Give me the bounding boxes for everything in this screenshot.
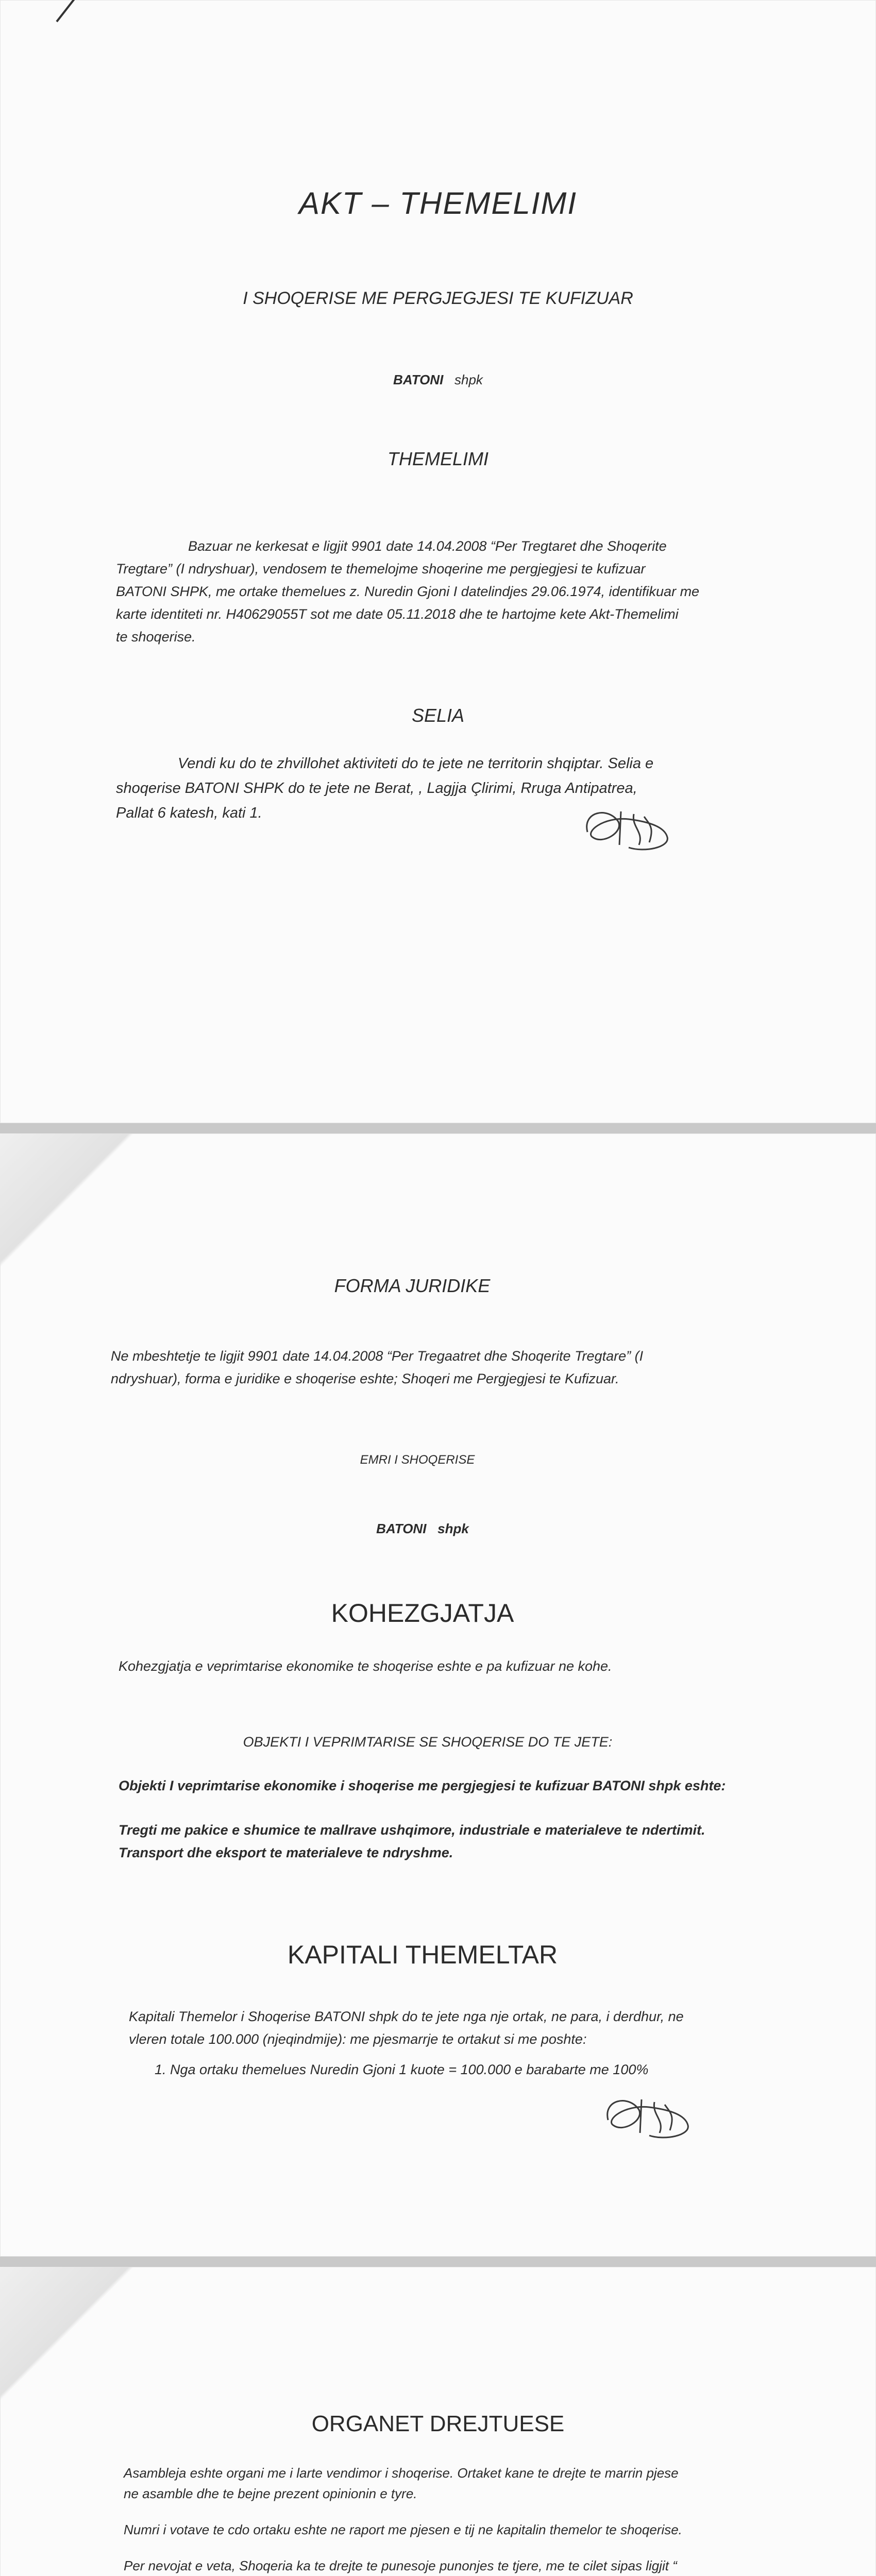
- document-page-2: [0, 1133, 876, 2257]
- heading-themelimi: THEMELIMI: [387, 448, 488, 469]
- company-type: shpk: [454, 372, 483, 387]
- company-name: BATONI: [393, 372, 444, 387]
- themelimi-paragraph: [116, 535, 765, 648]
- text-line: karte identiteti nr. H40629055T sot me date 05.11.2018 dhe te hartojme kete Akt-Themelimi: [116, 606, 679, 622]
- heading-kapitali: KAPITALI THEMELTAR: [287, 1940, 558, 1969]
- text-line: Asambleja eshte organi me i larte vendimor i shoqerise. Ortaket kane te drejte te marrin pjese: [124, 2465, 679, 2481]
- kapitali-paragraph: [129, 2005, 773, 2050]
- paragraph: [124, 2519, 763, 2540]
- document-page-3: [0, 2267, 876, 2576]
- page-curl: [0, 2267, 134, 2401]
- page-curl: [0, 1133, 134, 1267]
- text-line: Vendi ku do te zhvillohet aktiviteti do te jete ne territorin shqiptar. Selia e: [178, 755, 654, 772]
- text-line: Pallat 6 katesh, kati 1.: [116, 805, 262, 821]
- document-subtitle: I SHOQERISE ME PERGJEGJESI TE KUFIZUAR: [243, 289, 633, 308]
- text-line: Transport dhe eksport te materialeve te ndryshme.: [119, 1845, 453, 1860]
- heading-selia: SELIA: [411, 705, 465, 726]
- kohezgjatja-text: Kohezgjatja e veprimtarise ekonomike te shoqerise eshte e pa kufizuar ne kohe.: [119, 1658, 612, 1674]
- forma-paragraph: [111, 1345, 770, 1390]
- heading-forma-juridike: FORMA JURIDIKE: [334, 1275, 491, 1296]
- kapitali-item: 1. Nga ortaku themelues Nuredin Gjoni 1 kuote = 100.000 e barabarte me 100%: [155, 2062, 649, 2077]
- paragraph: [124, 2555, 763, 2576]
- pen-mark: [56, 0, 102, 22]
- organet-body: [124, 2463, 763, 2576]
- text-line: vleren totale 100.000 (njeqindmije): me pjesmarrje te ortakut si me poshte:: [129, 2031, 587, 2047]
- emri-line: [0, 1521, 861, 1537]
- text-line: Tregtare” (I ndryshuar), vendosem te themelojme shoqerine me pergjegjesi te kufizuar: [116, 561, 646, 577]
- objekti-list: [119, 1819, 768, 1864]
- heading-emri: EMRI I SHOQERISE: [360, 1453, 475, 1467]
- text-line: te shoqerise.: [116, 629, 196, 645]
- emri-value: BATONI: [376, 1521, 427, 1536]
- heading-objekti: OBJEKTI I VEPRIMTARISE SE SHOQERISE DO TE JETE:: [243, 1734, 613, 1750]
- signature: [572, 796, 680, 863]
- heading-kohezgjatja: KOHEZGJATJA: [331, 1599, 514, 1628]
- text-line: Per nevojat e veta, Shoqeria ka te drejte te punesoje punonjes te tjere, me te cilet sipas ligjit “: [124, 2558, 677, 2573]
- text-line: Kapitali Themelor i Shoqerise BATONI shpk do te jete nga nje ortak, ne para, i derdhur, ne: [129, 2009, 684, 2024]
- text-line: BATONI SHPK, me ortake themelues z. Nuredin Gjoni I datelindjes 29.06.1974, identifikuar me: [116, 584, 700, 599]
- paragraph: [124, 2463, 763, 2504]
- text-line: Objekti I veprimtarise ekonomike i shoqerise me pergjegjesi te kufizuar BATONI shpk eshte:: [119, 1778, 726, 1793]
- text-line: Ne mbeshtetje te ligjit 9901 date 14.04.2008 “Per Tregaatret dhe Shoqerite Tregtare” (I: [111, 1348, 644, 1364]
- signature: [593, 2084, 701, 2151]
- text-line: Bazuar ne kerkesat e ligjit 9901 date 14.04.2008 “Per Tregtaret dhe Shoqerite: [188, 538, 667, 554]
- text-line: Numri i votave te cdo ortaku eshte ne raport me pjesen e tij ne kapitalin themelor te shoqerise.: [124, 2522, 682, 2537]
- heading-organet: ORGANET DREJTUESE: [311, 2411, 565, 2436]
- text-line: ndryshuar), forma e juridike e shoqerise eshte; Shoqeri me Pergjegjesi te Kufizuar.: [111, 1371, 619, 1386]
- text-line: shoqerise BATONI SHPK do te jete ne Berat, , Lagjja Çlirimi, Rruga Antipatrea,: [116, 780, 637, 796]
- text-line: Tregti me pakice e shumice te mallrave ushqimore, industriale e materialeve te ndertimit.: [119, 1822, 705, 1838]
- emri-type: shpk: [437, 1521, 469, 1536]
- document-page-1: [0, 0, 876, 1123]
- company-line: [0, 372, 876, 388]
- text-line: ne asamble dhe te bejne prezent opinionin e tyre.: [124, 2486, 417, 2501]
- document-title: AKT – THEMELIMI: [298, 186, 578, 221]
- objekti-intro: [119, 1774, 768, 1797]
